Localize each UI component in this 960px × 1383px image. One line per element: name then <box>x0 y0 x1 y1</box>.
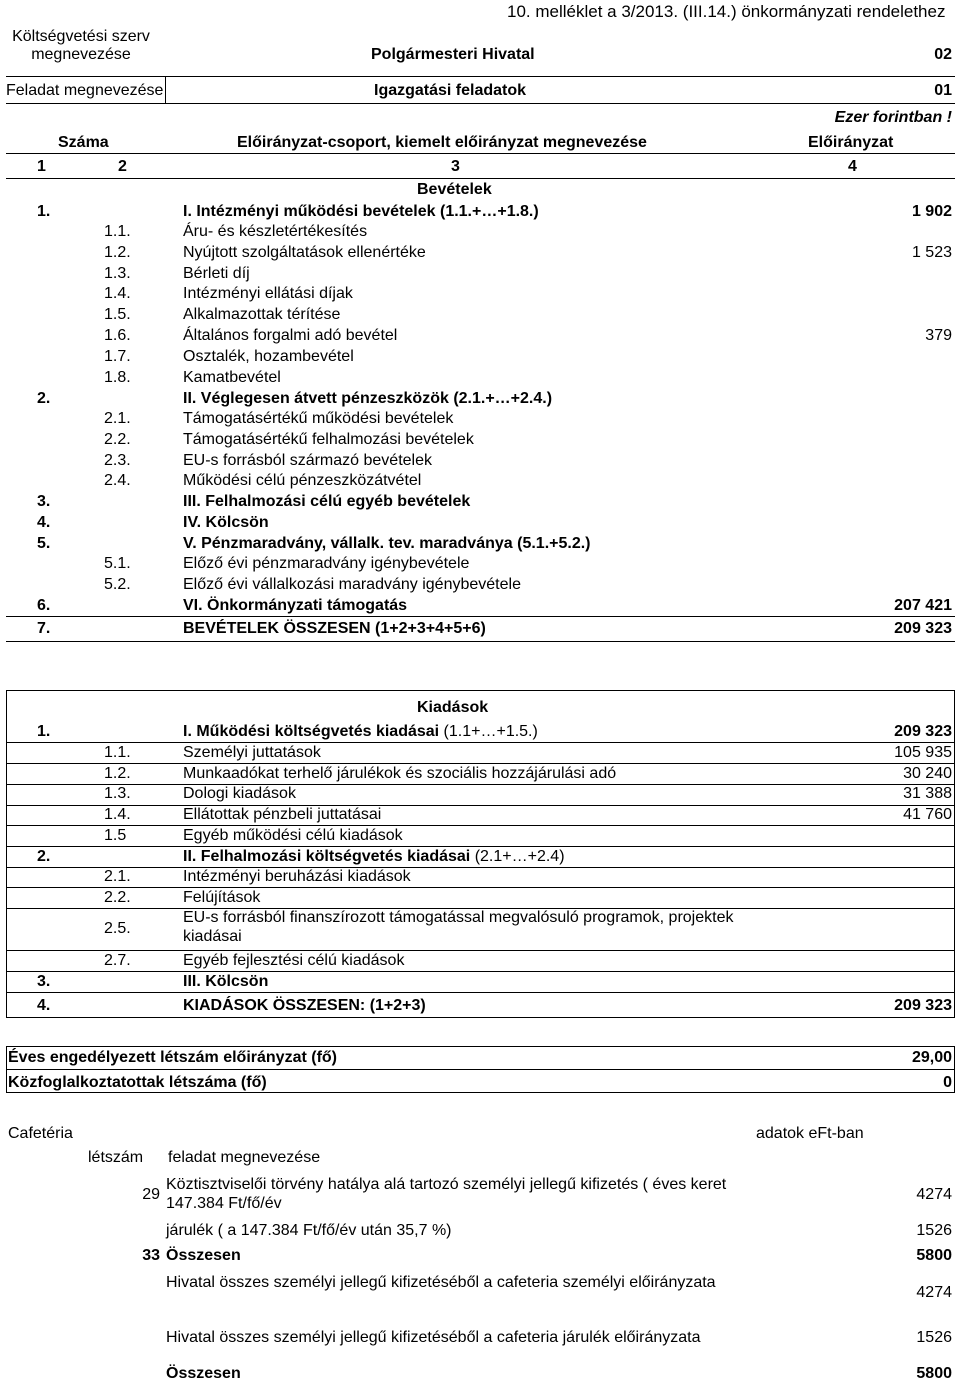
table-divider <box>6 153 955 154</box>
revenue-row-name: Osztalék, hozambevétel <box>183 348 354 365</box>
row-divider <box>6 742 955 743</box>
cafeteria-row-text: Hivatal összes személyi jellegű kifizetéséből a cafeteria járulék előirányzata <box>166 1329 701 1346</box>
approved-headcount-label: Éves engedélyezett létszám előirányzat (fő) <box>8 1049 337 1066</box>
row-divider <box>6 846 955 847</box>
revenue-row-number: 3. <box>37 493 51 510</box>
expenditure-row-subnumber: 1.2. <box>104 765 131 782</box>
section-border <box>6 1017 955 1018</box>
revenue-row-subnumber: 2.2. <box>104 431 131 448</box>
expenditure-row-name <box>183 908 743 946</box>
row-divider <box>6 763 955 764</box>
revenue-row-name: Intézményi ellátási díjak <box>183 285 353 302</box>
cafeteria-row-text: Összesen <box>166 1247 241 1264</box>
expenditure-row-name-rest: EU-s forrásból finanszírozott támogatással megvalósuló programok, projektek kiadásai <box>183 909 734 945</box>
revenue-row-value: 379 <box>925 327 952 344</box>
revenue-row-number: 1. <box>37 203 51 220</box>
expenditure-row-value: 209 323 <box>894 723 952 740</box>
public-work-value: 0 <box>943 1074 952 1091</box>
cafeteria-row-value: 4274 <box>916 1186 952 1203</box>
row-divider <box>6 887 955 888</box>
headcount-border <box>6 1046 955 1047</box>
row-divider <box>6 971 955 972</box>
revenue-row-subnumber: 1.1. <box>104 223 131 240</box>
expenditure-row-value: 209 323 <box>894 997 952 1014</box>
expenditure-row-name <box>183 764 743 783</box>
col-index-4: 4 <box>848 158 857 175</box>
revenue-row-value: 1 902 <box>911 203 952 220</box>
revenue-row-number: 2. <box>37 390 51 407</box>
expenditure-row-name-rest: Intézményi beruházási kiadások <box>183 868 411 885</box>
expenditure-row-name-main: KIADÁSOK ÖSSZESEN: (1+2+3) <box>183 997 426 1014</box>
expenditure-row-name-rest: (2.1+…+2.4) <box>470 848 565 865</box>
header-divider <box>6 76 955 77</box>
revenue-row-subnumber: 1.8. <box>104 369 131 386</box>
public-work-label: Közfoglalkoztatottak létszáma (fő) <box>8 1074 267 1091</box>
revenue-row-subnumber: 1.6. <box>104 327 131 344</box>
expenditure-row-value: 105 935 <box>894 744 952 761</box>
expenditure-row-subnumber: 2.5. <box>104 920 131 937</box>
revenue-row-subnumber: 1.5. <box>104 306 131 323</box>
revenue-row-subnumber: 2.1. <box>104 410 131 427</box>
revenue-row-name: BEVÉTELEK ÖSSZESEN (1+2+3+4+5+6) <box>183 620 486 637</box>
row-divider <box>6 992 955 993</box>
expenditure-row-name <box>183 847 743 866</box>
expenditure-row-name-rest: Dologi kiadások <box>183 785 296 802</box>
revenue-row-name: Előző évi vállalkozási maradvány igénybevétele <box>183 576 521 593</box>
expenditure-row-value: 41 760 <box>903 806 952 823</box>
expenditure-row-subnumber: 1.4. <box>104 806 131 823</box>
expenditure-row-name-main: I. Működési költségvetés kiadásai <box>183 723 440 740</box>
expenditure-row-name-rest: Ellátottak pénzbeli juttatásai <box>183 806 382 823</box>
revenue-row-name: Bérleti díj <box>183 265 250 282</box>
budget-org-label: Költségvetési szerv megnevezése <box>12 28 150 63</box>
cafeteria-row-value: 1526 <box>916 1222 952 1239</box>
revenue-row-name: Kamatbevétel <box>183 369 281 386</box>
headcount-border <box>6 1069 955 1070</box>
expenditure-row-name-main: II. Felhalmozási költségvetés kiadásai <box>183 848 471 865</box>
revenue-row-value: 209 323 <box>894 620 952 637</box>
section-border <box>954 690 955 1018</box>
cafeteria-row-text: járulék ( a 147.384 Ft/fő/év után 35,7 %) <box>166 1222 452 1239</box>
expenditure-row-name-main: III. Kölcsön <box>183 973 269 990</box>
task-code: 01 <box>934 82 952 99</box>
expenditure-row-name <box>183 826 743 845</box>
headcount-border <box>954 1046 955 1093</box>
cafeteria-row-value: 4274 <box>916 1284 952 1301</box>
revenue-row-name: IV. Kölcsön <box>183 514 269 531</box>
revenue-row-number: 4. <box>37 514 51 531</box>
revenue-row-number: 7. <box>37 620 51 637</box>
budget-org-name: Polgármesteri Hivatal <box>371 46 535 63</box>
expenditure-row-name <box>183 996 743 1015</box>
expenditure-row-subnumber: 2.1. <box>104 868 131 885</box>
annex-reference: 10. melléklet a 3/2013. (III.14.) önkormányzati rendelethez <box>507 2 946 21</box>
cafeteria-unit-note: adatok eFt-ban <box>756 1125 864 1142</box>
revenue-row-name: Támogatásértékű működési bevételek <box>183 410 454 427</box>
headcount-border <box>6 1046 7 1093</box>
budget-org-code: 02 <box>934 46 952 63</box>
expenditure-row-name <box>183 743 743 762</box>
expenditure-row-number: 3. <box>37 973 51 990</box>
row-divider <box>6 825 955 826</box>
table-divider <box>6 178 955 179</box>
header-divider <box>6 103 955 104</box>
revenue-row-name: EU-s forrásból származó bevételek <box>183 452 432 469</box>
section-border <box>6 690 955 691</box>
col-group: Előirányzat-csoport, kiemelt előirányzat megnevezése <box>237 134 647 151</box>
revenue-row-number: 6. <box>37 597 51 614</box>
revenue-row-value: 207 421 <box>894 597 952 614</box>
revenue-row-subnumber: 5.2. <box>104 576 131 593</box>
approved-headcount-value: 29,00 <box>911 1049 952 1066</box>
headcount-border <box>6 1092 955 1093</box>
expenditure-row-name <box>183 972 743 991</box>
col-index-1: 1 <box>37 158 46 175</box>
row-divider <box>6 784 955 785</box>
revenue-row-name: Előző évi pénzmaradvány igénybevétele <box>183 555 470 572</box>
cafeteria-row-count: 29 <box>142 1186 160 1203</box>
expenditure-row-name-rest: (1.1+…+1.5.) <box>439 723 538 740</box>
revenue-row-subnumber: 1.3. <box>104 265 131 282</box>
expenditure-row-number: 4. <box>37 997 51 1014</box>
expenditure-row-number: 1. <box>37 723 51 740</box>
row-divider <box>6 908 955 909</box>
cafeteria-row-text: Köztisztviselői törvény hatálya alá tartozó személyi jellegű kifizetés ( éves keret 147.384 Ft/fő/év <box>166 1176 727 1212</box>
expenditure-title: Kiadások <box>417 699 489 716</box>
revenue-row-name: Támogatásértékű felhalmozási bevételek <box>183 431 474 448</box>
expenditure-row-subnumber: 1.3. <box>104 785 131 802</box>
expenditure-row-name <box>183 805 743 824</box>
expenditure-row-name-rest: Egyéb fejlesztési célú kiadások <box>183 952 405 969</box>
expenditure-row-subnumber: 2.2. <box>104 889 131 906</box>
revenue-row-subnumber: 5.1. <box>104 555 131 572</box>
row-divider <box>6 616 955 617</box>
expenditure-row-subnumber: 1.1. <box>104 744 131 761</box>
cafeteria-col-task: feladat megnevezése <box>168 1149 321 1166</box>
expenditure-row-value: 31 388 <box>903 785 952 802</box>
col-index-2: 2 <box>118 158 127 175</box>
revenue-row-name: Általános forgalmi adó bevétel <box>183 327 398 344</box>
expenditure-row-name <box>183 722 743 741</box>
task-row-divider <box>165 77 166 104</box>
expenditure-row-value: 30 240 <box>903 765 952 782</box>
col-number: Száma <box>58 134 109 151</box>
revenue-row-name: Nyújtott szolgáltatások ellenértéke <box>183 244 426 261</box>
cafeteria-row-text: Hivatal összes személyi jellegű kifizetéséből a cafeteria személyi előirányzata <box>166 1274 716 1291</box>
revenue-row-subnumber: 1.7. <box>104 348 131 365</box>
expenditure-row-name-rest: Személyi juttatások <box>183 744 321 761</box>
revenue-row-name: Áru- és készletértékesítés <box>183 223 368 240</box>
cafeteria-title: Cafetéria <box>8 1125 73 1142</box>
revenue-row-subnumber: 2.3. <box>104 452 131 469</box>
revenue-title: Bevételek <box>417 181 492 198</box>
revenue-row-name: Működési célú pénzeszközátvétel <box>183 472 422 489</box>
revenue-row-name: VI. Önkormányzati támogatás <box>183 597 408 614</box>
expenditure-row-name <box>183 784 743 803</box>
expenditure-row-name-rest: Egyéb működési célú kiadások <box>183 827 403 844</box>
task-name: Igazgatási feladatok <box>374 82 527 99</box>
task-label: Feladat megnevezése <box>6 82 163 99</box>
row-divider <box>6 641 955 642</box>
revenue-row-name: III. Felhalmozási célú egyéb bevételek <box>183 493 471 510</box>
cafeteria-row-value: 1526 <box>916 1329 952 1346</box>
row-divider <box>6 867 955 868</box>
expenditure-row-name <box>183 867 743 886</box>
revenue-row-subnumber: 1.4. <box>104 285 131 302</box>
row-divider <box>6 805 955 806</box>
col-index-3: 3 <box>451 158 460 175</box>
cafeteria-col-headcount: létszám <box>88 1149 144 1166</box>
row-divider <box>6 950 955 951</box>
cafeteria-row-count: 33 <box>142 1247 160 1264</box>
cafeteria-row-value: 5800 <box>916 1247 952 1264</box>
section-border <box>6 690 7 1018</box>
revenue-row-name: V. Pénzmaradvány, vállalk. tev. maradványa (5.1.+5.2.) <box>183 535 591 552</box>
revenue-row-name: Alkalmazottak térítése <box>183 306 341 323</box>
revenue-row-subnumber: 2.4. <box>104 472 131 489</box>
expenditure-row-subnumber: 1.5 <box>104 827 127 844</box>
expenditure-row-subnumber: 2.7. <box>104 952 131 969</box>
expenditure-row-number: 2. <box>37 848 51 865</box>
unit-note: Ezer forintban ! <box>834 109 952 126</box>
revenue-row-value: 1 523 <box>911 244 952 261</box>
col-appropriation: Előirányzat <box>808 134 894 151</box>
expenditure-row-name-rest: Munkaadókat terhelő járulékok és szociális hozzájárulási adó <box>183 765 617 782</box>
revenue-row-number: 5. <box>37 535 51 552</box>
expenditure-row-name <box>183 951 743 970</box>
expenditure-row-name-rest: Felújítások <box>183 889 261 906</box>
expenditure-row-name <box>183 888 743 907</box>
revenue-row-name: II. Véglegesen átvett pénzeszközök (2.1.+…+2.4.) <box>183 390 553 407</box>
cafeteria-row-value: 5800 <box>916 1365 952 1382</box>
cafeteria-row-text: Összesen <box>166 1365 241 1382</box>
revenue-row-name: I. Intézményi működési bevételek (1.1.+…+1.8.) <box>183 203 539 220</box>
revenue-row-subnumber: 1.2. <box>104 244 131 261</box>
